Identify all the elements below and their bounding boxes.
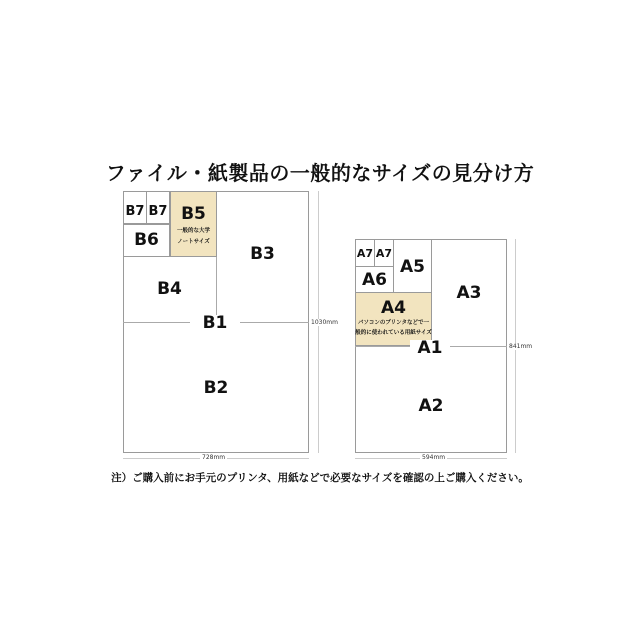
purchase-note: 注）ご購入前にお手元のプリンタ、用紙などで必要なサイズを確認の上ご購入ください。	[111, 472, 529, 484]
b4-label: B4	[157, 279, 182, 299]
b6-label: B6	[134, 230, 159, 250]
b5-caption-1: 一般的な大学	[176, 228, 210, 234]
a-width-label: 594mm	[422, 454, 446, 461]
a5-label: A5	[400, 257, 425, 277]
a4-caption-1: パソコンのプリンタなどで一	[358, 320, 429, 326]
page-title: ファイル・紙製品の一般的なサイズの見分け方	[105, 161, 535, 185]
b-width-label: 728mm	[202, 454, 226, 461]
b5-sheet	[170, 191, 217, 257]
a-height-label: 841mm	[509, 343, 533, 350]
a4-caption-2: 般的に使われている用紙サイズ	[355, 330, 432, 336]
b2-label: B2	[203, 378, 229, 398]
b5-label: B5	[181, 204, 206, 224]
a3-label: A3	[456, 283, 482, 303]
b-height-label: 1030mm	[311, 319, 338, 326]
b7-label-right: B7	[148, 204, 168, 219]
b7-label-left: B7	[125, 204, 145, 219]
a2-label: A2	[418, 396, 444, 416]
b3-label: B3	[250, 244, 275, 264]
b1-label: B1	[190, 315, 240, 332]
a1-label: A1	[410, 340, 450, 357]
a7-label-left: A7	[356, 247, 374, 260]
a7-label-right: A7	[375, 247, 393, 260]
a4-label: A4	[381, 298, 406, 318]
b5-caption-2: ノートサイズ	[177, 239, 210, 245]
a6-label: A6	[362, 270, 387, 290]
